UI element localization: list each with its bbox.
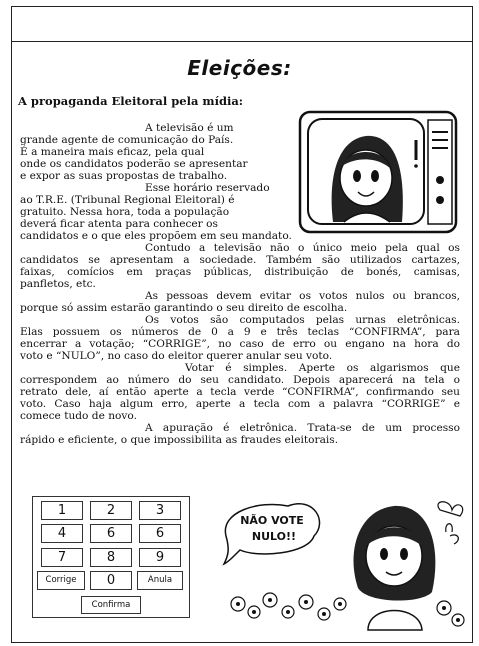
text-line: É a maneira mais eficaz, pela qual bbox=[20, 146, 205, 158]
text-line: Os votos são computados pelas urnas eletrônicas. bbox=[145, 314, 460, 326]
text-line: Votar é simples. Aperte os algarismos que bbox=[185, 362, 460, 374]
corrige-key[interactable]: Corrige bbox=[37, 571, 85, 590]
text-line: onde os candidatos poderão se apresentar bbox=[20, 158, 248, 170]
key-6[interactable]: 6 bbox=[139, 524, 181, 543]
confirma-key[interactable]: Confirma bbox=[81, 596, 141, 614]
text-line: As pessoas devem evitar os votos nulos ou brancos, bbox=[145, 290, 460, 302]
text-line: Contudo a televisão não o único meio pela qual os bbox=[145, 242, 460, 254]
text-line: deverá ficar atenta para conhecer os bbox=[20, 218, 218, 230]
text-line: comece tudo de novo. bbox=[20, 410, 137, 422]
text-line: A televisão é um bbox=[145, 122, 234, 134]
key-4[interactable]: 4 bbox=[41, 524, 83, 543]
key-9[interactable]: 9 bbox=[139, 548, 181, 567]
text-line: Esse horário reservado bbox=[145, 182, 270, 194]
text-line: porque só assim estarão garantindo o seu direito de escolha. bbox=[20, 302, 348, 314]
text-line: retrato dele, aí então aperte a tecla verde “CONFIRMA”, confirmando seu bbox=[20, 386, 460, 398]
text-line: A apuração é eletrônica. Trata-se de um processo bbox=[145, 422, 460, 434]
text-line: candidatos se apresentam a sociedade. Também são utilizados cartazes, bbox=[20, 254, 460, 266]
text-line: encerrar a votação; “CORRIGE”, no caso de erro ou engano na hora do bbox=[20, 338, 460, 350]
text-line: correspondem ao número do seu candidato. Depois aparecerá na tela o bbox=[20, 374, 460, 386]
key-3[interactable]: 3 bbox=[139, 501, 181, 520]
key-5[interactable]: 6 bbox=[90, 524, 132, 543]
speech-line-2: NULO!! bbox=[251, 530, 297, 543]
butterfly-icon bbox=[438, 502, 463, 516]
key-7[interactable]: 7 bbox=[41, 548, 83, 567]
section-subtitle: A propaganda Eleitoral pela mídia: bbox=[18, 94, 244, 108]
key-2[interactable]: 2 bbox=[90, 501, 132, 520]
speech-line-1: NÃO VOTE bbox=[240, 514, 304, 527]
text-line: rápido e eficiente, o que impossibilita as fraudes eleitorais. bbox=[20, 434, 339, 446]
page-title: Eleições: bbox=[187, 56, 292, 80]
text-line: gratuito. Nessa hora, toda a população bbox=[20, 206, 230, 218]
key-8[interactable]: 8 bbox=[90, 548, 132, 567]
key-0[interactable]: 0 bbox=[90, 571, 132, 590]
television-illustration bbox=[298, 110, 458, 236]
girl-cartoon-illustration bbox=[218, 492, 468, 632]
text-line: ao T.R.E. (Tribunal Regional Eleitoral) é bbox=[20, 194, 235, 206]
voting-keypad bbox=[32, 496, 190, 618]
text-line: candidatos e o que eles propõem em seu mandato. bbox=[20, 230, 292, 242]
anula-key[interactable]: Anula bbox=[137, 571, 183, 590]
text-line: voto. Caso haja algum erro, aperte a tecla com a palavra “CORRIGE” e bbox=[20, 398, 460, 410]
text-line: voto e “NULO”, no caso do eleitor querer anular seu voto. bbox=[20, 350, 333, 362]
text-line: Elas possuem os números de 0 a 9 e três teclas “CONFIRMA”, para bbox=[20, 326, 460, 338]
text-line: grande agente de comunicação do País. bbox=[20, 134, 234, 146]
text-line: e expor as suas propostas de trabalho. bbox=[20, 170, 228, 182]
key-1[interactable]: 1 bbox=[41, 501, 83, 520]
text-line: faixas, comícios em praças públicas, distribuição de bonés, camisas, bbox=[20, 266, 460, 278]
text-line: panfletos, etc. bbox=[20, 278, 96, 290]
